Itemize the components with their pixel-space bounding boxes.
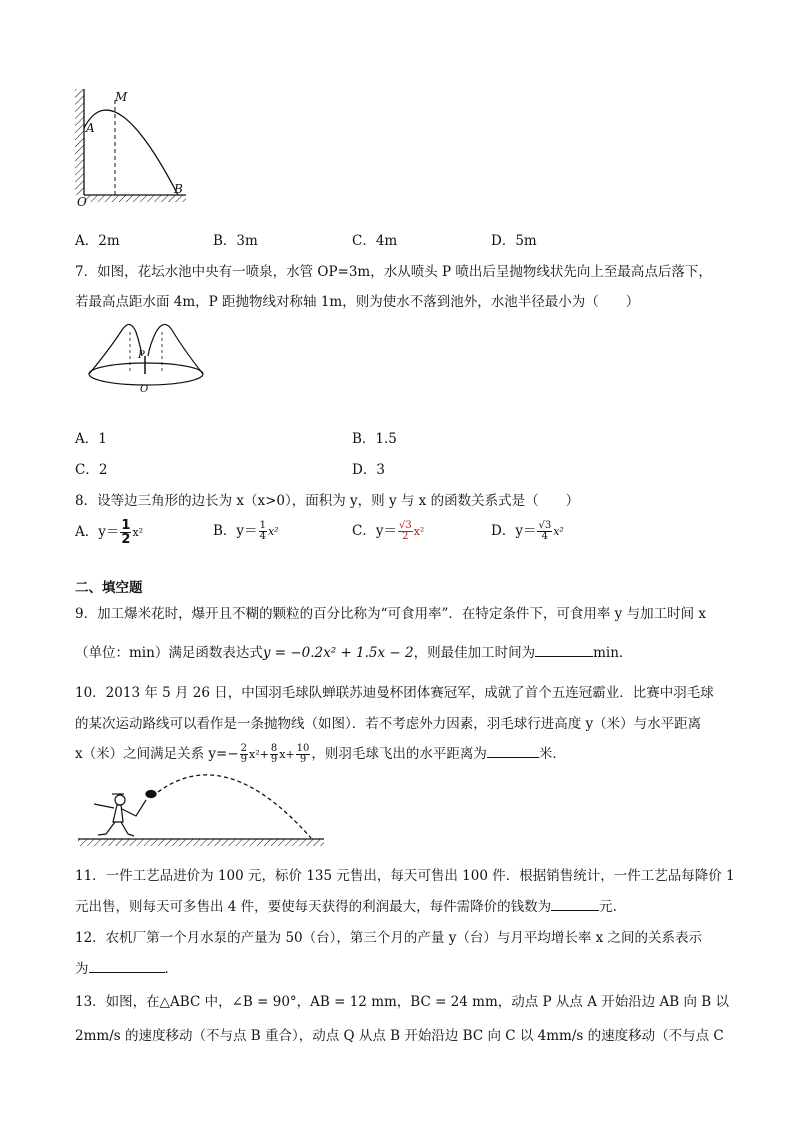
q8-d-den: 4: [541, 531, 548, 542]
q8-c-prefix: C．y＝: [352, 523, 397, 539]
q8-d-prefix: D．y＝: [491, 523, 537, 539]
q8-a-num: 1: [121, 518, 131, 533]
q8-b-prefix: B．y＝: [213, 523, 258, 539]
label-O-fountain: O: [140, 384, 149, 395]
q9-pre: （单位：min）满足函数表达式: [75, 645, 263, 661]
q7-option-c: C．2: [75, 462, 108, 478]
q8-a-den: 2: [121, 532, 131, 547]
q7-option-b: B．1.5: [352, 431, 397, 447]
q8-option-d: [491, 519, 564, 542]
label-A: A: [86, 121, 95, 135]
figure-fountain: [84, 320, 214, 400]
q6-option-b: B．3m: [213, 233, 258, 249]
q11-answer-blank[interactable]: [551, 910, 599, 911]
pool-ellipse: [89, 363, 203, 385]
figure-badminton: [76, 772, 326, 848]
label-P: P: [138, 350, 145, 361]
q8-b-den: 4: [259, 531, 266, 542]
q8-option-a: [75, 519, 143, 546]
q10-term1: x²+: [249, 748, 269, 761]
ground-hatch: [84, 195, 186, 202]
q9-unit: min．: [593, 645, 633, 661]
q12-tail: ．: [164, 961, 178, 977]
q8-a-tail: x²: [132, 526, 144, 539]
q13-stem-line1: 13．如图，在△ABC 中，∠B = 90°，AB = 12 mm，BC = 24 mm，动点 P 从点 A 开始沿边 AB 向 B 以: [75, 994, 730, 1010]
player-figure: [94, 791, 156, 837]
q12-stem-line1: 12．农机厂第一个月水泵的产量为 50（台），第三个月的产量 y（台）与月平均增长率 x 之间的关系表示: [75, 930, 703, 946]
q10-stem-line3: [75, 742, 566, 765]
q11-unit: 元.: [599, 899, 617, 915]
q10-frac-3: [296, 744, 311, 765]
q8-c-fraction: [398, 521, 413, 542]
q12-stem-line2: [75, 957, 178, 977]
q13-stem-line2: 2mm/s 的速度移动（不与点 B 重合），动点 Q 从点 B 开始沿边 BC 向 C 以 4mm/s 的速度移动（不与点 C: [75, 1028, 724, 1044]
q10-unit: 米．: [538, 746, 566, 762]
q9-stem-line1: 9．加工爆米花时，爆开且不糊的颗粒的百分比称为“可食用率”．在特定条件下，可食用率 y 与加工时间 x: [75, 606, 707, 622]
q8-b-tail: x²: [267, 525, 279, 538]
q9-answer-blank[interactable]: [535, 656, 593, 657]
label-M: M: [115, 90, 128, 104]
q10-pre: x（米）之间满足关系 y=−: [75, 746, 239, 762]
q8-option-b: [213, 519, 279, 542]
q9-post: ，则最佳加工时间为: [413, 645, 536, 661]
q8-b-num: 1: [259, 520, 266, 531]
q7-stem-line1: 7．如图，花坛水池中央有一喷泉，水管 OP=3m，水从喷头 P 喷出后呈抛物线状先向上至最高点后落下，: [75, 264, 712, 280]
court-hatch: [78, 839, 324, 846]
q7-stem-line2: 若最高点距水面 4m，P 距抛物线对称轴 1m，则为使水不落到池外，水池半径最小为（ ）: [75, 294, 640, 310]
q10-f1-den: 9: [240, 754, 248, 765]
q6-option-c: C．4m: [352, 233, 398, 249]
q10-stem-line1: 10．2013 年 5 月 26 日，中国羽毛球队蝉联苏迪曼杯团体赛冠军，成就了首个五连冠霸业．比赛中羽毛球: [75, 685, 714, 701]
q8-d-tail: x²: [553, 525, 564, 538]
q10-term2: x+: [279, 748, 295, 761]
q11-stem-line2: [75, 895, 617, 915]
label-B: B: [174, 182, 183, 196]
q8-c-num: √3: [398, 520, 412, 531]
q8-d-num: √3: [538, 520, 552, 531]
q10-f2-num: 8: [270, 743, 278, 754]
q7-option-a: A．1: [75, 431, 107, 447]
q10-f3-num: 10: [296, 743, 310, 754]
right-jet: [148, 324, 203, 374]
q8-stem: 8．设等边三角形的边长为 x（x>0），面积为 y，则 y 与 x 的函数关系式是（ ）: [75, 493, 580, 509]
q8-c-den: 2: [402, 531, 409, 542]
q9-stem-line2: [75, 641, 632, 661]
section-title-fill-in: 二、填空题: [75, 580, 143, 596]
q10-stem-line2: 的某次运动路线可以看作是一条抛物线（如图）．若不考虑外力因素，羽毛球行进高度 y（米）与水平距离: [75, 716, 702, 732]
q8-c-tail: x²: [413, 525, 425, 538]
q11-pre: 元出售，则每天可多售出 4 件，要使每天获得的利润最大，每件需降价的钱数为: [75, 899, 552, 915]
q8-a-fraction: [120, 519, 131, 546]
q10-answer-blank[interactable]: [487, 757, 539, 758]
q12-answer-blank[interactable]: [89, 972, 165, 973]
q8-option-c: [352, 519, 424, 542]
q10-post: ，则羽毛球飞出的水平距离为: [311, 746, 487, 762]
shuttle-path: [158, 775, 311, 838]
q10-frac-1: [240, 744, 248, 765]
q12-pre: 为: [75, 961, 89, 977]
left-jet: [89, 324, 142, 374]
q10-f1-num: 2: [240, 743, 248, 754]
q10-f3-den: 9: [299, 754, 307, 765]
parabola-curve: [84, 110, 178, 195]
wall-hatch: [75, 89, 84, 195]
q8-a-prefix: A．y＝: [75, 524, 120, 540]
q8-d-fraction: [537, 521, 552, 542]
q10-f2-den: 9: [270, 754, 278, 765]
q11-stem-line1: 11．一件工艺品进价为 100 元，标价 135 元售出，每天可售出 100 件．根据销售统计，一件工艺品每降价 1: [75, 868, 735, 884]
q6-option-a: A．2m: [75, 233, 120, 249]
q9-formula: y = −0.2x² + 1.5x − 2: [262, 645, 414, 661]
q7-option-d: D．3: [352, 462, 385, 478]
q6-option-d: D．5m: [491, 233, 537, 249]
q10-frac-2: [270, 744, 278, 765]
label-O: O: [77, 195, 87, 209]
q8-b-fraction: [259, 521, 267, 542]
